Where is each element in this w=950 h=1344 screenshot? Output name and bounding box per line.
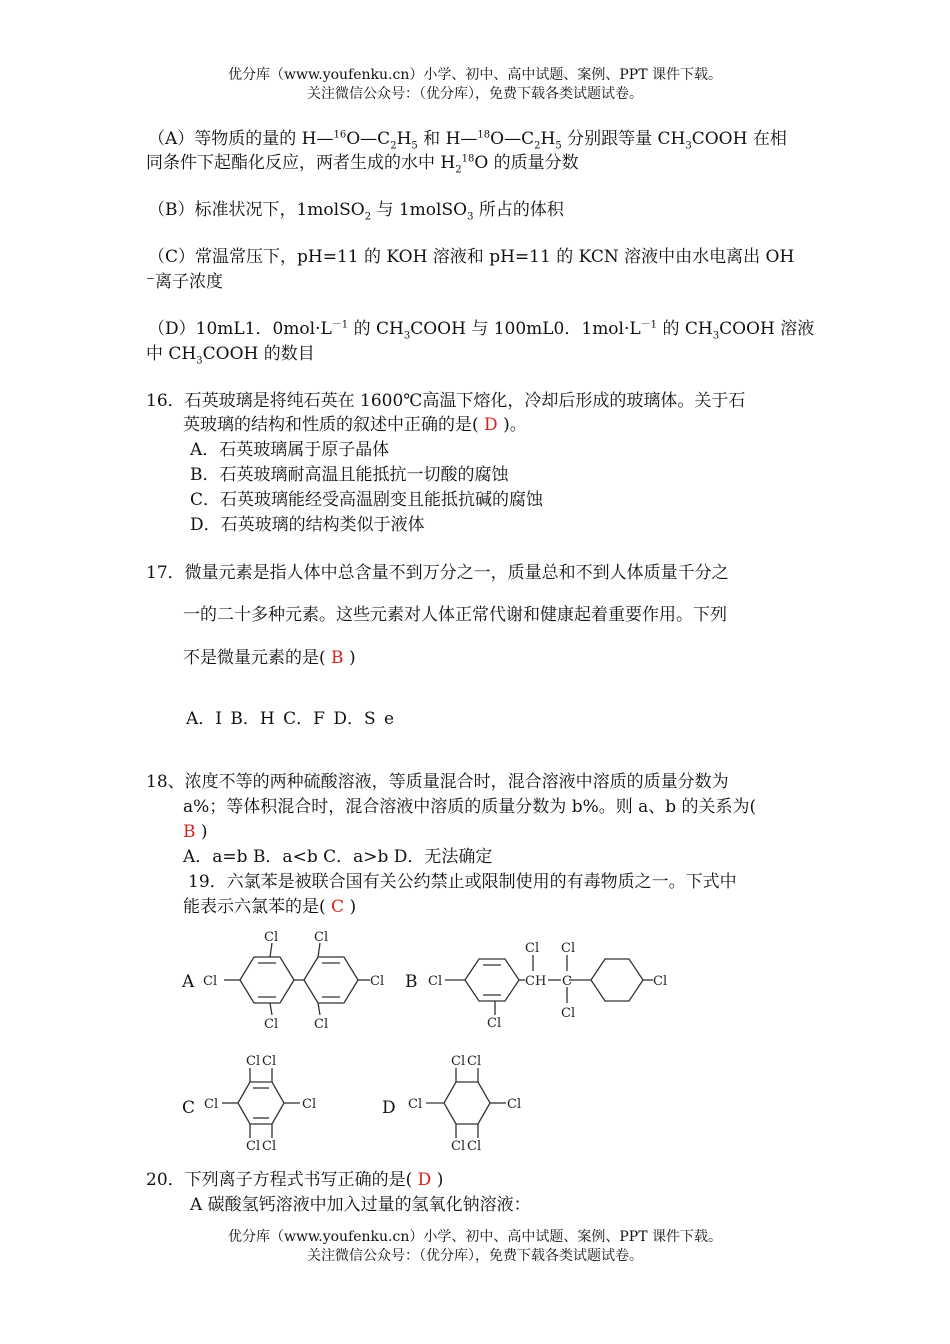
q20-option-a: A 碳酸氢钙溶液中加入过量的氢氧化钠溶液： [190, 1195, 531, 1215]
q16-answer: D [484, 415, 498, 435]
q18-options: A．a=b B．a<b C．a>b D．无法确定 [183, 847, 493, 867]
struct-c-cl-right: Cl [302, 1097, 317, 1112]
struct-d-cl-top-2: Cl [467, 1054, 482, 1069]
page-header [0, 66, 950, 104]
struct-c-cl-bottom-2: Cl [262, 1139, 277, 1154]
q19-stem-line1: 19．六氯苯是被联合国有关公约禁止或限制使用的有毒物质之一。下式中 [188, 872, 737, 892]
struct-a-cl-bottom-2: Cl [314, 1017, 329, 1032]
q18-stem-line1: 18、浓度不等的两种硫酸溶液，等质量混合时，混合溶液中溶质的质量分数为 [146, 772, 729, 792]
q17-stem-line2: 一的二十多种元素。这些元素对人体正常代谢和健康起着重要作用。下列 [183, 605, 727, 625]
struct-d-cl-top-1: Cl [451, 1054, 466, 1069]
struct-b-ch: CH [525, 974, 547, 989]
struct-d-cl-right: Cl [507, 1097, 522, 1112]
footer-line-2: 关注微信公众号：（优分库），免费下载各类试题试卷。 [307, 1248, 643, 1264]
q17-stem-line1: 17．微量元素是指人体中总含量不到万分之一，质量总和不到人体质量千分之 [146, 563, 729, 583]
q16-stem-line1: 16．石英玻璃是将纯石英在 1600℃高温下熔化，冷却后形成的玻璃体。关于石 [146, 391, 746, 411]
q16-option-a: A．石英玻璃属于原子晶体 [190, 440, 390, 460]
struct-a-cl-bottom-1: Cl [264, 1017, 279, 1032]
q19-answer: C [331, 897, 345, 917]
q20-stem: 20．下列离子方程式书写正确的是( D ) [146, 1170, 444, 1190]
q20-answer: D [417, 1170, 432, 1190]
q16-option-d: D．石英玻璃的结构类似于液体 [190, 515, 425, 535]
q19-label-d: D [382, 1098, 396, 1118]
struct-d-cl-left: Cl [408, 1097, 423, 1112]
struct-b-cl-bottom: Cl [561, 1006, 576, 1021]
structure-a-biphenyl [200, 925, 400, 1035]
struct-b-cl-top-2: Cl [561, 941, 576, 956]
q18-stem-line3: B ) [183, 822, 208, 842]
q18-stem-line2: a%；等体积混合时，混合溶液中溶质的质量分数为 b%。则 a、b 的关系为( [183, 797, 757, 817]
struct-c-cl-left: Cl [204, 1097, 219, 1112]
q16-option-c: C．石英玻璃能经受高温剧变且能抵抗碱的腐蚀 [190, 490, 544, 510]
structure-d-hexachlorocyclohexane [404, 1050, 534, 1154]
struct-c-cl-bottom-1: Cl [246, 1139, 261, 1154]
struct-a-cl-left: Cl [203, 974, 218, 989]
header-line-1: 优分库（www.youfenku.cn）小学、初中、高中试题、案例、PPT 课件下载。 [227, 67, 722, 83]
structure-b-ddt [425, 935, 675, 1035]
q15-option-a-line1: （A）等物质的量的 $H—^{16}O—C_2H_5$ 和 $H—^{18}O—C_2H_5$ 分别跟等量 $CH_3COOH$ 在相 [148, 129, 787, 152]
page-footer [0, 1228, 950, 1266]
struct-a-cl-top-1: Cl [264, 930, 279, 945]
q15-option-c-line2: ⁻离子浓度 [146, 272, 223, 292]
header-line-2: 关注微信公众号：（优分库），免费下载各类试题试卷。 [307, 86, 643, 102]
q15-option-d-line1: （D）10mL1．$0mol\cdot L^{-1}$ 的 $CH_3COOH$ 与 100mL0．$1mol\cdot L^{-1}$ 的 $CH_3COOH$ 溶液 [148, 319, 815, 342]
struct-c-cl-top-2: Cl [262, 1054, 277, 1069]
struct-b-cl-right: Cl [653, 974, 668, 989]
struct-a-cl-top-2: Cl [314, 930, 329, 945]
struct-d-cl-bottom-1: Cl [451, 1139, 466, 1154]
footer-line-1: 优分库（www.youfenku.cn）小学、初中、高中试题、案例、PPT 课件下载。 [227, 1229, 722, 1245]
q17-answer: B [331, 648, 344, 668]
struct-d-cl-bottom-2: Cl [467, 1139, 482, 1154]
q17-stem-line3: 不是微量元素的是( B ) [183, 648, 356, 668]
q19-stem-line2: 能表示六氯苯的是( C ) [183, 897, 357, 917]
struct-b-c: C [562, 974, 572, 989]
q16-option-b: B．石英玻璃耐高温且能抵抗一切酸的腐蚀 [190, 465, 509, 485]
q16-stem-line2: 英玻璃的结构和性质的叙述中正确的是( D )。 [183, 415, 527, 435]
q15-option-d-line2: 中 $CH_3COOH$ 的数目 [146, 344, 315, 367]
struct-b-cl-top-1: Cl [525, 941, 540, 956]
q15-option-a-line2: 同条件下起酯化反应，两者生成的水中 $H_2^{18}O$ 的质量分数 [146, 153, 579, 176]
q15-option-c-line1: （C）常温常压下，pH=11 的 KOH 溶液和 pH=11 的 KCN 溶液中由水电离出 OH [148, 247, 795, 267]
struct-b-cl-ortho: Cl [487, 1016, 502, 1031]
q15-option-b: （B）标准状况下，1molSO$_2$ 与 1molSO$_3$ 所占的体积 [148, 200, 564, 223]
q18-answer: B [183, 822, 196, 842]
structure-c-hexachlorobenzene [200, 1050, 330, 1154]
struct-a-cl-right: Cl [370, 974, 385, 989]
q19-label-b: B [405, 972, 418, 992]
struct-c-cl-top-1: Cl [246, 1054, 261, 1069]
q17-options: A．I B．H C．F D．S e [186, 709, 395, 729]
q19-label-c: C [182, 1098, 196, 1118]
q19-label-a: A [182, 972, 195, 992]
struct-b-cl-left: Cl [428, 974, 443, 989]
